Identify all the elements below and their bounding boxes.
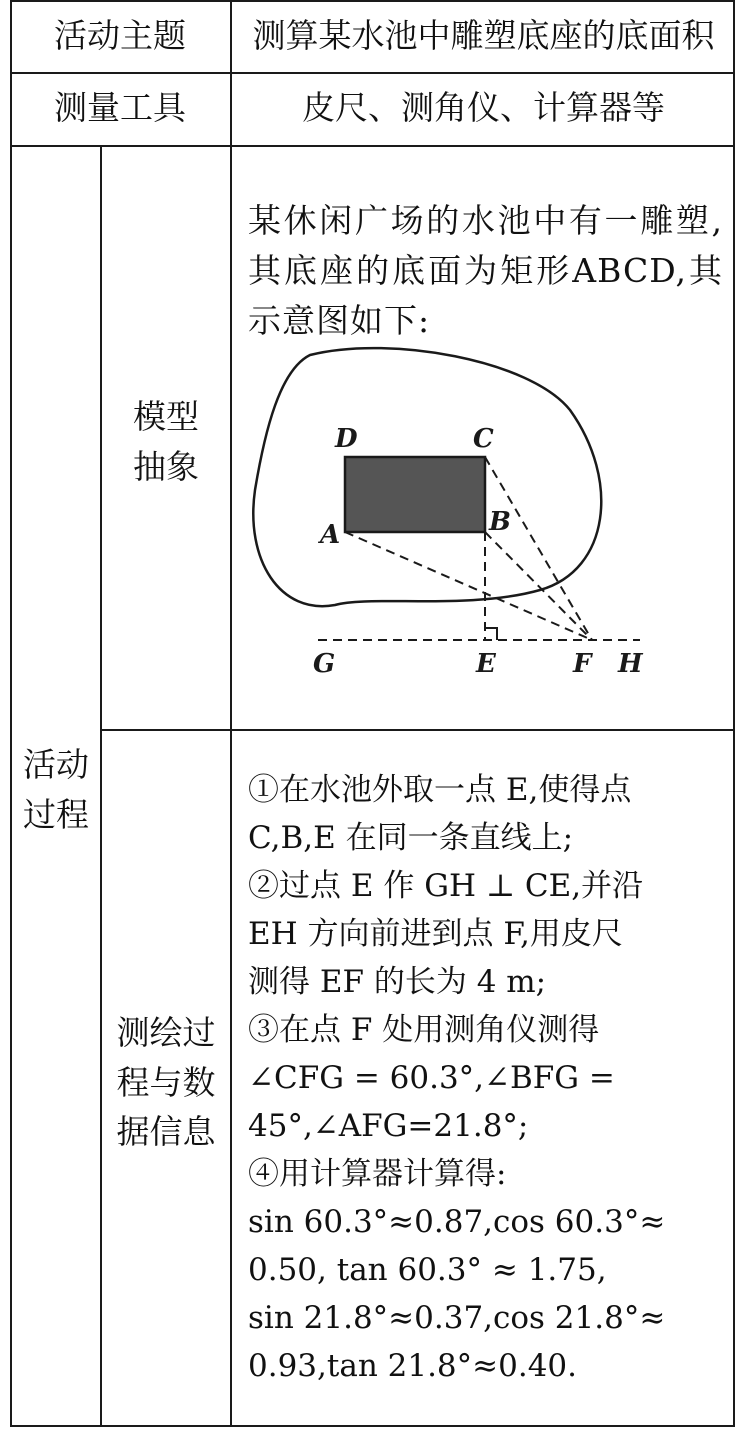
label-b: B <box>489 507 511 537</box>
divider-col-sub <box>100 145 102 1427</box>
label-f: F <box>573 649 592 679</box>
step-line: ②过点 E 作 GH ⊥ CE,并沿 <box>248 868 644 904</box>
line-af <box>345 532 592 640</box>
right-angle-mark <box>485 628 497 640</box>
label-h: H <box>618 649 643 679</box>
tools-label: 测量工具 <box>54 88 186 128</box>
label-a: A <box>320 520 341 550</box>
tools-value: 皮尺、测角仪、计算器等 <box>302 88 665 128</box>
theme-value: 测算某水池中雕塑底座的底面积 <box>252 15 715 55</box>
process-label: 活动过程 <box>23 745 89 834</box>
survey-label: 测绘过程与数据信息 <box>116 1013 216 1151</box>
step-line: sin 21.8°≈0.37,cos 21.8°≈ <box>248 1300 666 1336</box>
label-c: C <box>473 424 494 454</box>
step-line: 45°,∠AFG=21.8°; <box>248 1108 529 1144</box>
step-line: 0.50, tan 60.3° ≈ 1.75, <box>248 1252 607 1288</box>
pool-diagram <box>240 340 730 690</box>
divider-subrow <box>102 729 735 731</box>
step-line: ∠CFG = 60.3°,∠BFG = <box>248 1060 615 1096</box>
label-g: G <box>313 649 336 679</box>
model-description: 某休闲广场的水池中有一雕塑,其底座的底面为矩形ABCD,其示意图如下: <box>248 201 723 340</box>
label-e: E <box>476 649 496 679</box>
step-line: ③在点 F 处用测角仪测得 <box>248 1012 600 1048</box>
theme-label: 活动主题 <box>54 15 186 55</box>
step-line: EH 方向前进到点 F,用皮尺 <box>248 916 623 952</box>
step-line: sin 60.3°≈0.87,cos 60.3°≈ <box>248 1204 666 1240</box>
divider-col-main <box>230 0 232 1427</box>
step-line: 0.93,tan 21.8°≈0.40. <box>248 1348 578 1384</box>
model-label: 模型抽象 <box>133 397 199 486</box>
pedestal-rect <box>345 457 485 532</box>
label-d: D <box>335 424 358 454</box>
step-line: ①在水池外取一点 E,使得点 <box>248 772 632 808</box>
step-line: ④用计算器计算得: <box>248 1156 507 1192</box>
step-line: C,B,E 在同一条直线上; <box>248 820 574 856</box>
divider-row-2 <box>10 145 735 147</box>
step-line: 测得 EF 的长为 4 m; <box>248 964 547 1000</box>
survey-steps <box>248 766 723 1390</box>
